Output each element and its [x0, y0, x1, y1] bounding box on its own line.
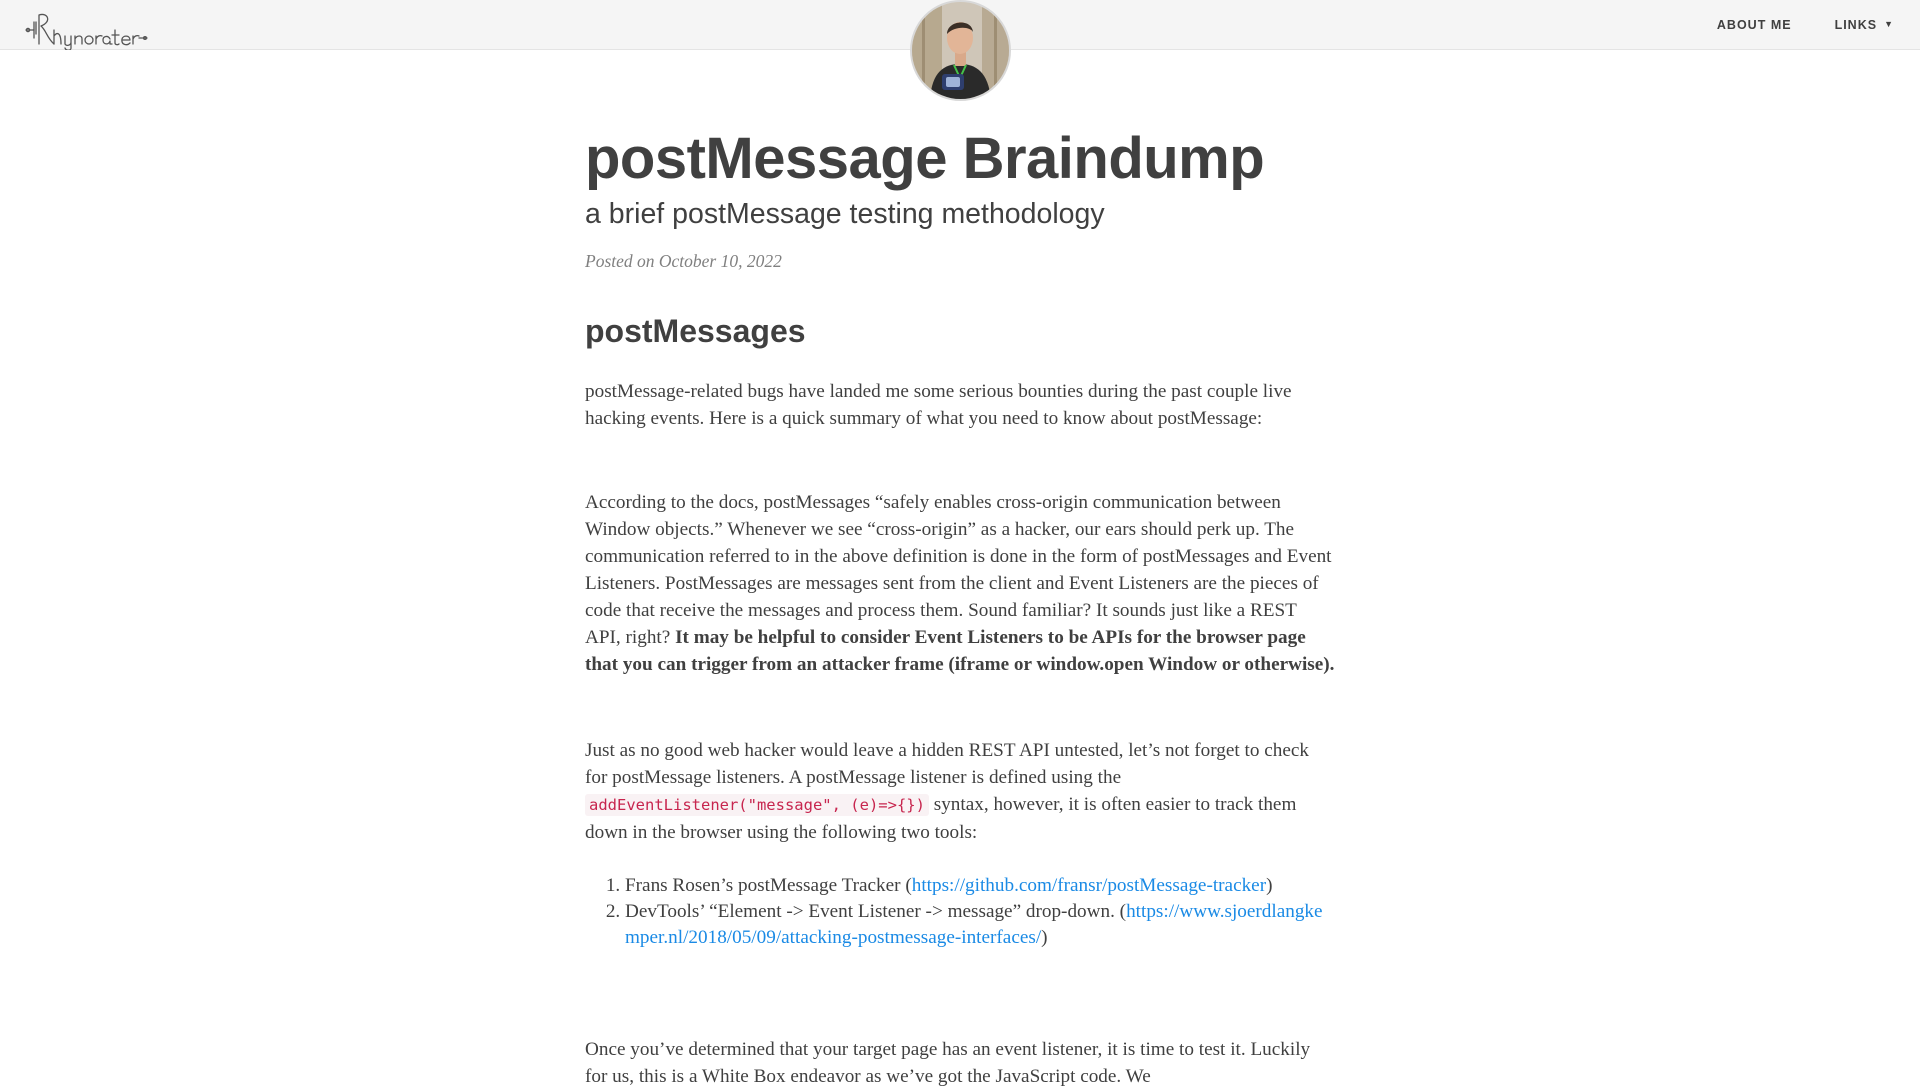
nav-link-links-dropdown[interactable] — [1835, 18, 1894, 32]
paragraph-definition — [585, 489, 1335, 678]
tools-list — [585, 873, 1335, 951]
nav-links — [1674, 0, 1894, 49]
list-item — [625, 873, 1335, 899]
link-sjoerdlangkemper-article[interactable]: https://www.sjoerdlangkemper.nl/2018/05/09/attacking-postmessage-interfaces/ — [625, 901, 1323, 948]
nav-link-about-me[interactable] — [1717, 18, 1792, 32]
tool-1-close: ) — [1266, 875, 1273, 896]
inline-code: addEventListener("message", (e)=>{}) — [585, 794, 929, 816]
tool-1-text: Frans Rosen’s postMessage Tracker ( — [625, 875, 912, 896]
paragraph-testing: Once you’ve determined that your target page has an event listener, it is time to test it. Luckily for us, this is a White Box endeavor as we’ve got the JavaScript code. We — [585, 1039, 1311, 1087]
post-date: Posted on October 10, 2022 — [585, 251, 782, 271]
nav-link-links-label: LINKS — [1834, 17, 1878, 32]
paragraph-listeners — [585, 737, 1335, 846]
avatar-photo-icon — [912, 2, 1009, 99]
caret-down-icon: ▼ — [1884, 19, 1894, 29]
tool-2-text: DevTools’ “Element -> Event Listener -> message” drop-down. ( — [625, 901, 1127, 922]
avatar — [910, 0, 1011, 101]
link-postmessage-tracker[interactable]: https://github.com/fransr/postMessage-tracker — [911, 875, 1267, 896]
paragraph-definition-text: According to the docs, postMessages “safely enables cross-origin communication between Window objects.” Whenever we see “cross-origin” as a hacker, our ears should perk up. The communication referred to in the above definition is done in the form of postMessages and Event Listeners. PostMessages are messages sent from the client and Event Listeners are the pieces of code that receive the messages and process them. Sound familiar? It sounds just like a REST API, right? — [585, 492, 1332, 648]
nav-link-about-me-label: ABOUT ME — [1716, 17, 1792, 32]
post-title: postMessage Braindump — [585, 126, 1265, 191]
post-subtitle: a brief postMessage testing methodology — [585, 198, 1105, 230]
paragraph-listeners-text-before: Just as no good web hacker would leave a hidden REST API untested, let’s not forget to check for postMessage listeners. A postMessage listener is defined using the — [585, 740, 1310, 788]
paragraph-listeners-text-after: syntax, however, it is often easier to track them down in the browser using the following two tools: — [585, 794, 1297, 843]
paragraph-intro: postMessage-related bugs have landed me some serious bounties during the past couple live hacking events. Here is a quick summary of what you need to know about postMessage: — [585, 381, 1292, 429]
tool-2-close: ) — [1041, 927, 1048, 948]
section-heading: postMessages — [585, 313, 806, 349]
rhynorater-logo-icon — [24, 8, 148, 50]
brand-logo[interactable] — [24, 8, 148, 50]
paragraph-definition-bold: It may be helpful to consider Event Listeners to be APIs for the browser page that you can trigger from an attacker frame (iframe or window.open Window or otherwise). — [585, 627, 1335, 675]
list-item — [625, 899, 1335, 951]
